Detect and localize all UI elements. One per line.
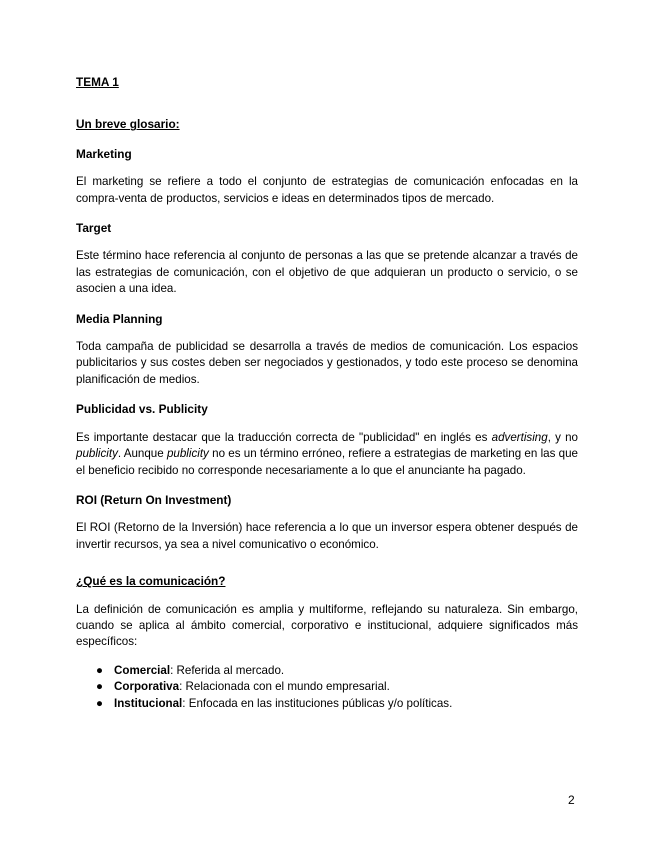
term-title-marketing: Marketing — [76, 146, 132, 161]
bullet-icon: ● — [96, 696, 104, 710]
glosario-heading: Un breve glosario: — [76, 117, 180, 132]
term-text-roi: El ROI (Retorno de la Inversión) hace referencia a lo que un inversor espera obtener después de invertir recursos, ya sea a nivel comunicativo o económico. — [76, 521, 578, 551]
comunicacion-text: La definición de comunicación es amplia y multiforme, reflejando su naturaleza. Sin embargo, cuando se aplica al ámbito comercial, corporativo e institucional, adquiere significados más específicos: — [76, 602, 578, 649]
list-item-comercial — [76, 663, 578, 680]
page-number: 2 — [568, 793, 575, 807]
list-item-corporativa — [76, 679, 578, 696]
list-item-label: Institucional — [114, 696, 183, 710]
list-item-text: : Referida al mercado. — [170, 663, 285, 677]
publicidad-italic-publicity: publicity — [76, 447, 118, 461]
list-item-text: : Relacionada con el mundo empresarial. — [179, 680, 390, 694]
tema-title: TEMA 1 — [76, 75, 119, 89]
publicidad-text-1: Es importante destacar que la traducción correcta de "publicidad" en inglés es — [76, 430, 492, 444]
publicidad-text-3: . Aunque — [117, 447, 167, 461]
list-item-text: : Enfocada en las instituciones públicas y/o políticas. — [182, 696, 453, 710]
publicidad-italic-advertising: advertising — [491, 430, 548, 444]
bullet-icon: ● — [96, 680, 104, 694]
term-text-publicidad — [76, 430, 578, 479]
comunicacion-heading: ¿Qué es la comunicación? — [76, 574, 226, 589]
term-text-media-planning: Toda campaña de publicidad se desarrolla a través de medios de comunicación. Los espacios publicitarios y sus costes deben ser negociados y gestionados, y todo este proceso se denomina planificación de medios. — [76, 340, 578, 386]
term-title-target: Target — [76, 221, 112, 236]
term-text-target: Este término hace referencia al conjunto de personas a las que se pretende alcanzar a través de las estrategias de comunicación, con el objetivo de que adquieran un producto o servicio, o se asocien a una idea. — [76, 249, 578, 296]
comunicacion-list — [76, 663, 578, 713]
bullet-icon: ● — [96, 663, 104, 677]
list-item-label: Comercial — [114, 663, 171, 677]
list-item-label: Corporativa — [114, 680, 180, 694]
document-page — [76, 74, 578, 713]
publicidad-text-2: , y no — [547, 430, 579, 444]
term-title-media-planning: Media Planning — [76, 311, 163, 326]
publicidad-text-4: no es un término erróneo, refiere a estrategias de marketing en las que el beneficio recibido no corresponde necesariamente a lo que el anunciante ha pagado. — [76, 447, 578, 477]
term-title-roi: ROI (Return On Investment) — [76, 492, 232, 507]
term-text-marketing: El marketing se refiere a todo el conjunto de estrategias de comunicación enfocadas en la compra-venta de productos, servicios e ideas en determinados tipos de mercado. — [76, 175, 578, 205]
term-title-publicidad: Publicidad vs. Publicity — [76, 402, 208, 417]
list-item-institucional — [76, 696, 578, 713]
publicidad-italic-publicity-2: publicity — [166, 447, 209, 461]
